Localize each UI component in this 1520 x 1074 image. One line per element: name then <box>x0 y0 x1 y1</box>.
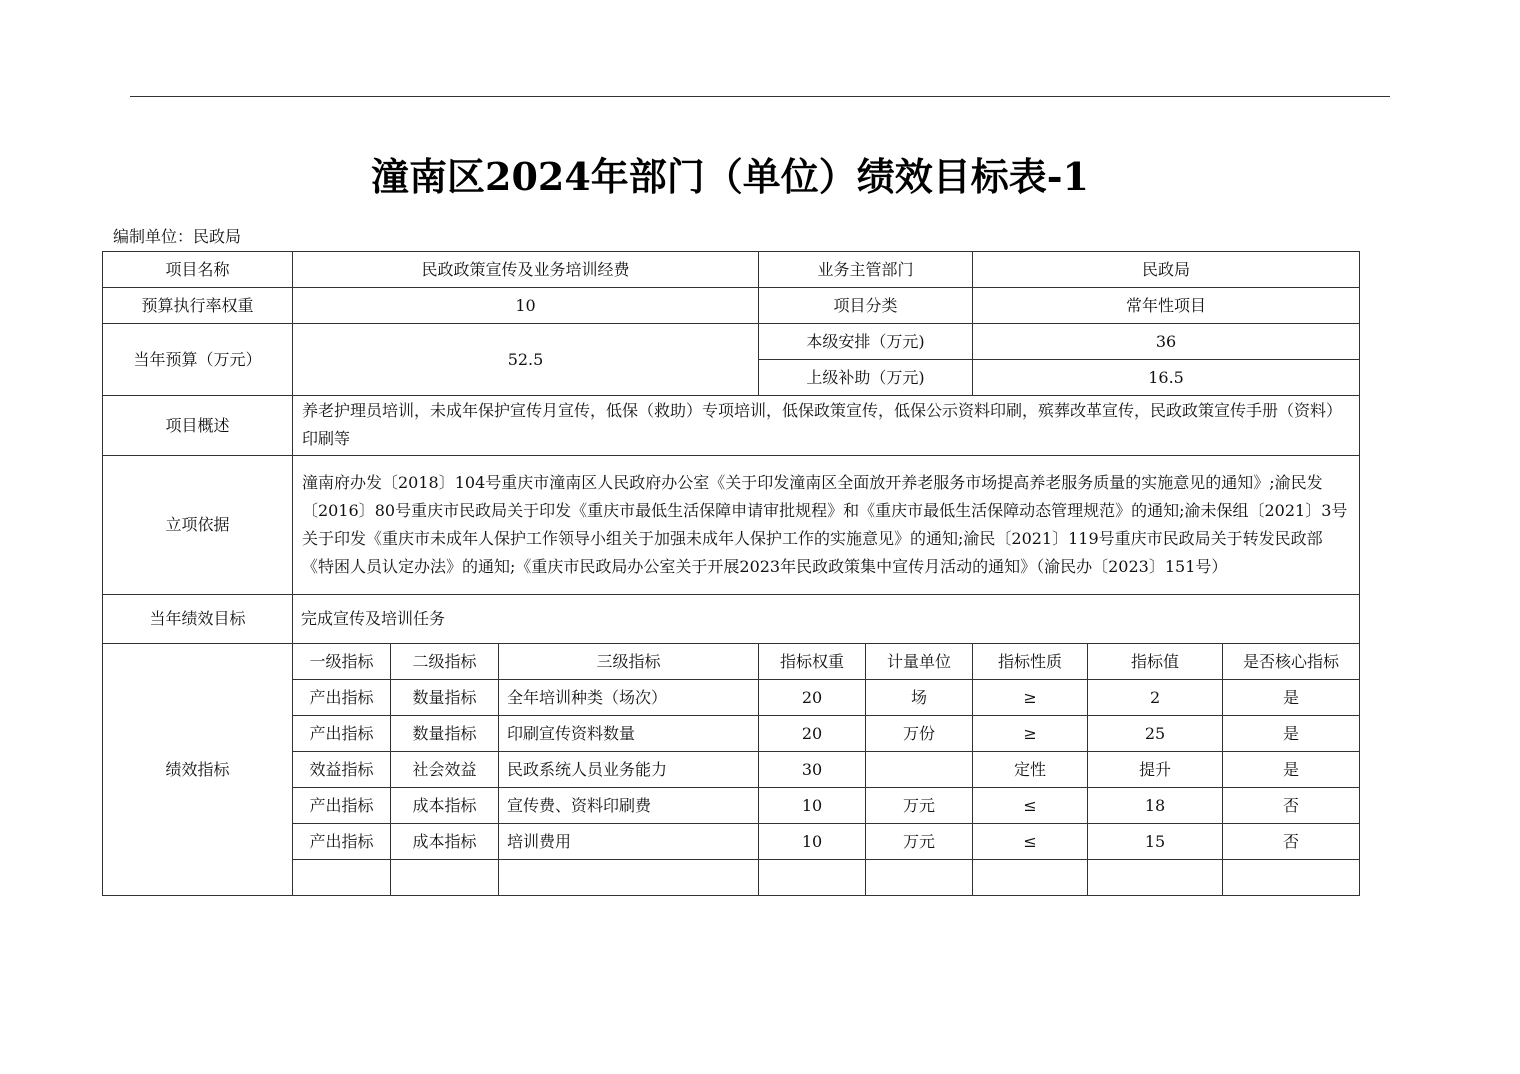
goal-label: 当年绩效目标 <box>103 595 293 644</box>
dept-value: 民政局 <box>973 252 1360 288</box>
upper-subsidy-label: 上级补助（万元) <box>759 360 973 396</box>
row-goal <box>103 595 1360 644</box>
header-level1: 一级指标 <box>293 644 391 680</box>
indicator-value: 提升 <box>1088 752 1223 788</box>
indicator-level3: 宣传费、资料印刷费 <box>499 788 759 824</box>
indicator-level1: 效益指标 <box>293 752 391 788</box>
indicator-value: 25 <box>1088 716 1223 752</box>
category-label: 项目分类 <box>759 288 973 324</box>
indicator-value: 2 <box>1088 680 1223 716</box>
indicator-level2: 数量指标 <box>391 716 499 752</box>
indicator-nature <box>973 860 1088 896</box>
indicator-weight: 10 <box>759 824 866 860</box>
indicator-unit <box>866 860 973 896</box>
header-level2: 二级指标 <box>391 644 499 680</box>
header-rule <box>130 96 1390 97</box>
overview-text: 养老护理员培训，未成年保护宣传月宣传，低保（救助）专项培训，低保政策宣传，低保公示资料印刷，殡葬改革宣传，民政政策宣传手册（资料）印刷等 <box>293 396 1360 456</box>
basis-label: 立项依据 <box>103 456 293 595</box>
indicator-weight: 20 <box>759 716 866 752</box>
row-annual-budget <box>103 324 1360 360</box>
indicator-unit: 万元 <box>866 824 973 860</box>
indicator-level2 <box>391 860 499 896</box>
indicator-level1: 产出指标 <box>293 716 391 752</box>
upper-subsidy-value: 16.5 <box>973 360 1360 396</box>
indicator-weight: 30 <box>759 752 866 788</box>
indicator-level2: 社会效益 <box>391 752 499 788</box>
goal-text: 完成宣传及培训任务 <box>293 595 1360 644</box>
row-budget-weight <box>103 288 1360 324</box>
indicator-core: 否 <box>1223 788 1360 824</box>
indicator-level1: 产出指标 <box>293 788 391 824</box>
performance-table <box>102 251 1360 896</box>
row-project-name <box>103 252 1360 288</box>
indicator-level2: 成本指标 <box>391 788 499 824</box>
indicator-nature: ≤ <box>973 788 1088 824</box>
indicator-header-row <box>103 644 1360 680</box>
indicator-level3: 培训费用 <box>499 824 759 860</box>
row-basis <box>103 456 1360 595</box>
indicator-weight: 20 <box>759 680 866 716</box>
indicator-core: 是 <box>1223 752 1360 788</box>
indicator-unit: 万份 <box>866 716 973 752</box>
row-overview <box>103 396 1360 456</box>
indicator-unit <box>866 752 973 788</box>
header-core: 是否核心指标 <box>1223 644 1360 680</box>
indicator-unit: 万元 <box>866 788 973 824</box>
indicator-level1: 产出指标 <box>293 680 391 716</box>
annual-budget-value: 52.5 <box>293 324 759 396</box>
budget-weight-value: 10 <box>293 288 759 324</box>
indicator-level3: 民政系统人员业务能力 <box>499 752 759 788</box>
indicator-level3 <box>499 860 759 896</box>
overview-label: 项目概述 <box>103 396 293 456</box>
indicator-weight <box>759 860 866 896</box>
local-arrangement-value: 36 <box>973 324 1360 360</box>
page-title: 潼南区2024年部门（单位）绩效目标表-1 <box>371 154 1089 199</box>
indicator-nature: ≤ <box>973 824 1088 860</box>
indicator-level3: 印刷宣传资料数量 <box>499 716 759 752</box>
project-name-value: 民政政策宣传及业务培训经费 <box>293 252 759 288</box>
indicator-core: 否 <box>1223 824 1360 860</box>
indicator-core: 是 <box>1223 716 1360 752</box>
project-name-label: 项目名称 <box>103 252 293 288</box>
basis-text: 潼南府办发〔2018〕104号重庆市潼南区人民政府办公室《关于印发潼南区全面放开养老服务市场提高养老服务质量的实施意见的通知》;渝民发〔2016〕80号重庆市民政局关于印发《重庆市最低生活保障申请审批规程》和《重庆市最低生活保障动态管理规范》的通知;渝未保组〔2021〕3号关于印发《重庆市未成年人保护工作领导小组关于加强未成年人保护工作的实施意见》的通知;渝民〔2021〕119号重庆市民政局关于转发民政部《特困人员认定办法》的通知;《重庆市民政局办公室关于开展2023年民政政策集中宣传月活动的通知》（渝民办〔2023〕151号） <box>293 456 1360 595</box>
indicator-nature: ≥ <box>973 716 1088 752</box>
indicator-level2: 成本指标 <box>391 824 499 860</box>
category-value: 常年性项目 <box>973 288 1360 324</box>
indicators-label: 绩效指标 <box>103 644 293 896</box>
header-unit: 计量单位 <box>866 644 973 680</box>
indicator-level2: 数量指标 <box>391 680 499 716</box>
indicator-level1 <box>293 860 391 896</box>
local-arrangement-label: 本级安排（万元) <box>759 324 973 360</box>
indicator-nature: ≥ <box>973 680 1088 716</box>
header-level3: 三级指标 <box>499 644 759 680</box>
indicator-core <box>1223 860 1360 896</box>
indicator-unit: 场 <box>866 680 973 716</box>
header-weight: 指标权重 <box>759 644 866 680</box>
indicator-value: 18 <box>1088 788 1223 824</box>
annual-budget-label: 当年预算（万元） <box>103 324 293 396</box>
indicator-value: 15 <box>1088 824 1223 860</box>
indicator-nature: 定性 <box>973 752 1088 788</box>
header-value: 指标值 <box>1088 644 1223 680</box>
indicator-core: 是 <box>1223 680 1360 716</box>
dept-label: 业务主管部门 <box>759 252 973 288</box>
indicator-weight: 10 <box>759 788 866 824</box>
compiling-unit: 编制单位：民政局 <box>113 227 242 246</box>
indicator-level3: 全年培训种类（场次） <box>499 680 759 716</box>
header-nature: 指标性质 <box>973 644 1088 680</box>
indicator-level1: 产出指标 <box>293 824 391 860</box>
budget-weight-label: 预算执行率权重 <box>103 288 293 324</box>
indicator-value <box>1088 860 1223 896</box>
